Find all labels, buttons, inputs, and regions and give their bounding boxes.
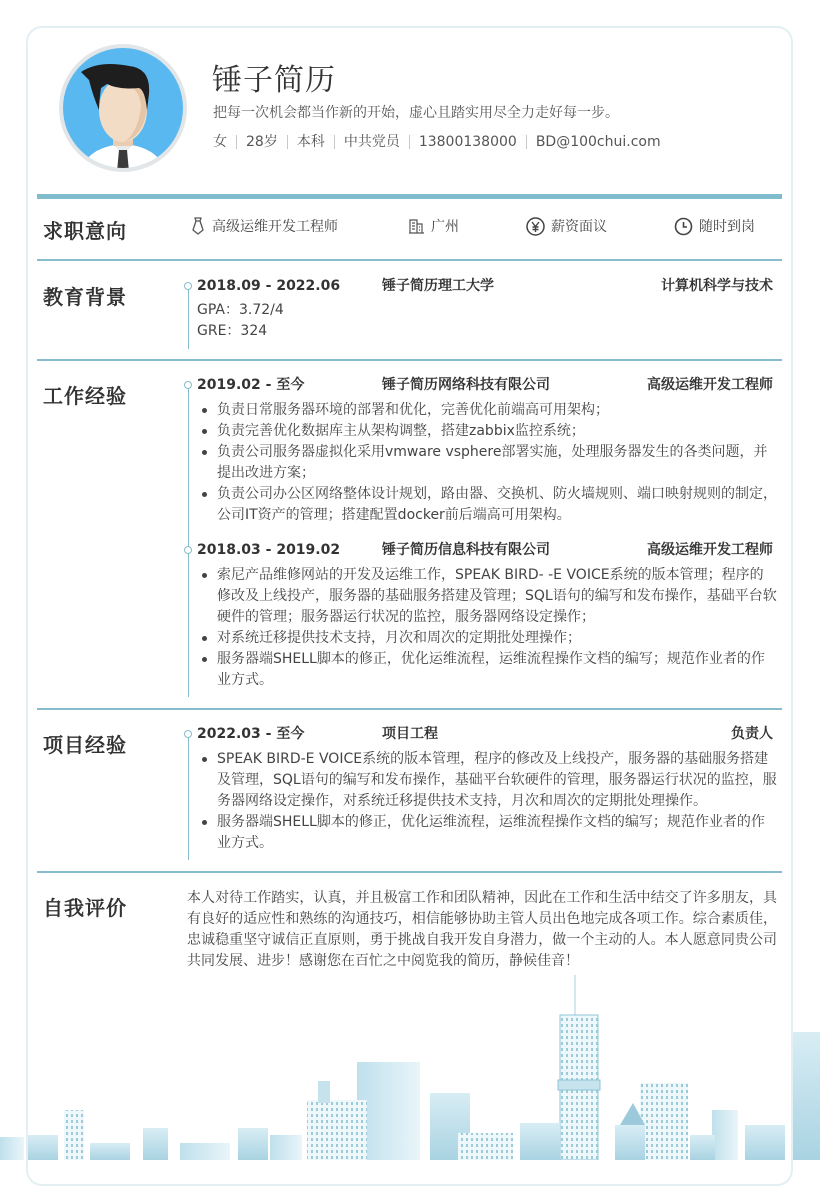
phone: 13800138000 [418,134,517,150]
education-school: 锤子简历理工大学 [382,278,494,294]
education-gpa: GPA：3.72/4 [197,302,284,318]
separator [236,135,237,149]
header-divider [37,194,782,199]
personal-info [213,132,661,152]
age: 28岁 [246,134,278,150]
work-role: 高级运维开发工程师 [647,542,773,558]
project-duties [197,749,777,854]
timeline-line [188,737,189,860]
list-item: SPEAK BIRD-E VOICE系统的版本管理，程序的修改及上线投产，服务器的基础服务搭建及管理，SQL语句的编写和发布操作，基础平台软硬件的管理，服务器运行状况的监控，服务器网络设定操作，对系统迁移提供技术支持，月次和周次的定期批处理操作。 [197,749,777,812]
timeline-dot [184,381,192,389]
list-item: 负责公司办公区网络整体设计规划，路由器、交换机、防火墙规则、端口映射规则的制定，公司IT资产的管理；搭建配置docker前后端高可用架构。 [197,484,777,526]
list-item: 负责公司服务器虚拟化采用vmware vsphere部署实施，处理服务器发生的各类问题，并提出改进方案； [197,442,777,484]
project-role: 负责人 [731,726,773,742]
city-skyline-icon [0,975,820,1160]
list-item: 服务器端SHELL脚本的修正，优化运维流程，运维流程操作文档的编写；规范作业者的作业方式。 [197,812,777,854]
avatar [59,44,187,172]
intent-city-label: 广州 [431,219,459,235]
political-status: 中共党员 [343,134,400,150]
section-title-self-eval: 自我评价 [43,896,127,920]
intent-availability-label: 随时到岗 [699,219,755,235]
work-date: 2019.02 - 至今 [197,377,305,393]
degree: 本科 [296,134,325,150]
list-item: 索尼产品维修网站的开发及运维工作，SPEAK BIRD- -E VOICE系统的版本管理；程序的修改及上线投产，服务器的基础服务搭建及管理；SQL语句的编写和发布操作，基础平台软硬件的管理；服务器运行状况的监控，服务器网络设定操作； [197,565,777,628]
yen-icon [526,217,545,236]
section-divider [37,708,782,710]
work-duties [197,565,777,691]
timeline-line [188,388,189,697]
list-item: 对系统迁移提供技术支持，月次和周次的定期批处理操作； [197,628,777,649]
work-company: 锤子简历网络科技有限公司 [382,377,550,393]
intent-position-label: 高级运维开发工程师 [212,219,338,235]
tie-icon [190,217,206,235]
section-title-intention: 求职意向 [43,219,127,243]
section-divider [37,871,782,873]
candidate-name: 锤子简历 [212,63,336,98]
work-date: 2018.03 - 2019.02 [197,542,341,558]
timeline-dot [184,282,192,290]
section-title-education: 教育背景 [43,285,127,309]
education-date: 2018.09 - 2022.06 [197,278,341,294]
intent-salary [526,216,607,236]
intent-availability [674,216,755,236]
motto: 把每一次机会都当作新的开始，虚心且踏实用尽全力走好每一步。 [213,105,619,121]
work-role: 高级运维开发工程师 [647,377,773,393]
list-item: 服务器端SHELL脚本的修正，优化运维流程，运维流程操作文档的编写；规范作业者的作业方式。 [197,649,777,691]
education-major: 计算机科学与技术 [661,278,773,294]
project-name: 项目工程 [382,726,438,742]
separator [526,135,527,149]
section-divider [37,259,782,261]
building-icon [408,218,425,234]
list-item: 负责完善优化数据库主从架构调整，搭建zabbix监控系统； [197,421,777,442]
list-item: 负责日常服务器环境的部署和优化，完善优化前端高可用架构； [197,400,777,421]
timeline-line [188,289,189,349]
intent-position [190,216,338,236]
section-divider [37,359,782,361]
clock-icon [674,217,693,236]
separator [287,135,288,149]
timeline-dot [184,730,192,738]
intent-salary-label: 薪资面议 [551,219,607,235]
timeline-dot [184,546,192,554]
gender: 女 [213,134,227,150]
project-date: 2022.03 - 至今 [197,726,305,742]
section-title-project: 项目经验 [43,733,127,757]
intent-city [408,216,459,236]
separator [409,135,410,149]
section-title-work: 工作经验 [43,384,127,408]
work-company: 锤子简历信息科技有限公司 [382,542,550,558]
education-gre: GRE：324 [197,323,268,339]
separator [334,135,335,149]
email: BD@100chui.com [535,134,661,150]
avatar-illustration-icon [59,44,187,172]
work-duties [197,400,777,526]
self-eval-text: 本人对待工作踏实，认真，并且极富工作和团队精神，因此在工作和生活中结交了许多朋友，具有良好的适应性和熟练的沟通技巧，相信能够协助主管人员出色地完成各项工作。综合素质佳，忠诚稳重坚守诚信正直原则，勇于挑战自我开发自身潜力，做一个主动的人。本人愿意同贵公司共同发展、进步！感谢您在百忙之中阅览我的简历，静候佳音！ [187,890,777,969]
